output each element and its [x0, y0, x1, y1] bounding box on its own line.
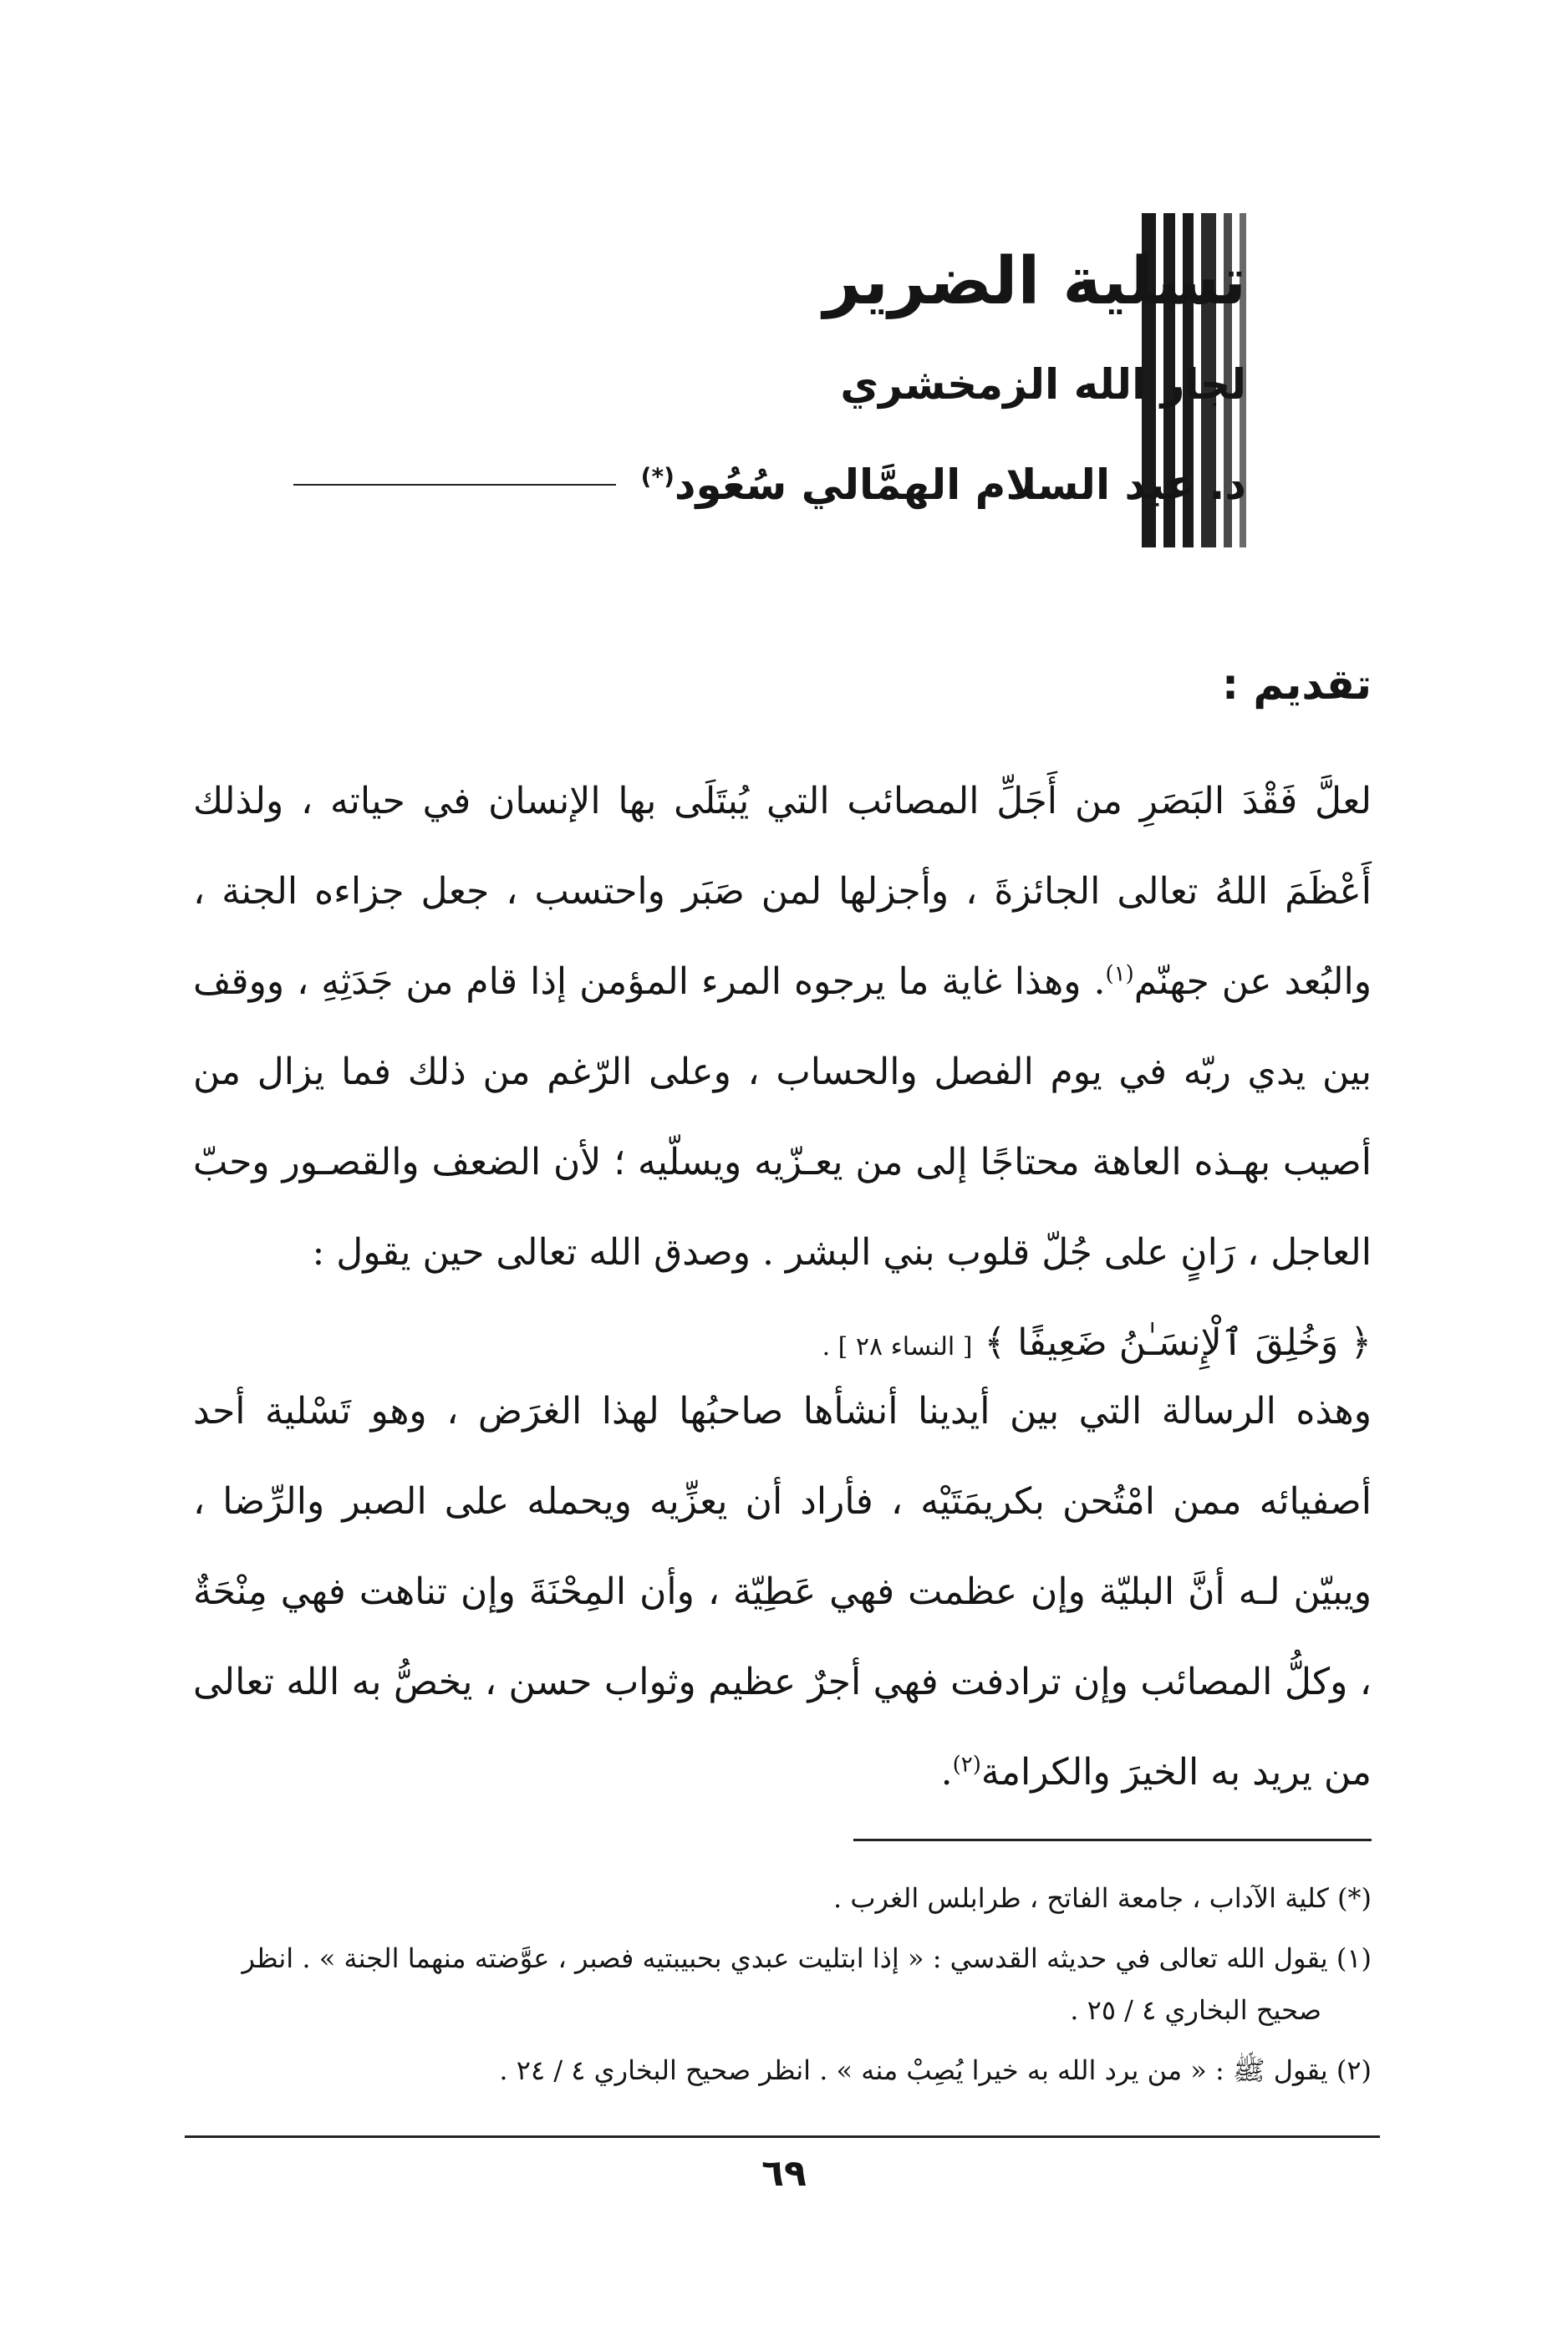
footnote-2: (٢) يقول ﷺ : « من يرد الله به خيرا يُصِبْ منه » . انظر صحيح البخاري ٤ / ٢٤ .: [499, 2054, 1372, 2086]
bottom-rule: [185, 2135, 1380, 2138]
paragraph-1: لعلَّ فَقْدَ البَصَرِ من أَجَلِّ المصائب التي يُبتَلَى بها الإنسان في حياته ، ولذلك أَعْظَمَ اللهُ تعالى الجائزةَ ، وأجزلها لمن صَبَر واحتسب ، جعل جزاءه الجنة ، والبُعد عن جهنّم$^{(١)}$. وهذا غاية ما يرجوه المرء المؤمن إذا قام من جَدَثِهِ ، ووقف بين يدي ربّه في يوم الفصل والحساب ، وعلى الرّغم من ذلك فما يزال من أصيب بهـذه العاهة محتاجًا إلى من يعـزّيه ويسلّيه ؛ لأن الضعف والقصـور وحبّ العاجل ، رَانٍ على جُلّ قلوب بني البشر . وصدق الله تعالى حين يقول : ﴿ وَخُلِقَ ٱلْإِنسَـٰنُ ضَعِيفًا ﴾ [ النساء ٢٨ ] .: [193, 780, 1372, 1364]
author-footnote-mark: (*): [640, 462, 675, 491]
page-number: ٦٩: [761, 2152, 807, 2195]
footnote-1: (١) يقول الله تعالى في حديثه القدسي : « إذا ابتليت عبدي بحبيبتيه فصبر ، عوَّضته منهما الجنة » . انظر صحيح البخاري ٤ / ٢٥ .: [242, 1942, 1372, 2026]
footnote-separator: [853, 1839, 1372, 1841]
article-title: تسلية الضرير: [822, 244, 1246, 319]
article-subtitle: لجار الله الزمخشري: [840, 360, 1246, 409]
section-heading: تقديم :: [1221, 660, 1372, 709]
quran-reference: [ النساء ٢٨ ] .: [822, 1332, 973, 1361]
footnote-ref-2[interactable]: (٢): [952, 1752, 981, 1778]
author-rule: [293, 484, 616, 486]
footnotes: [193, 1872, 1372, 2105]
footnote-star: (*) كلية الآداب ، جامعة الفاتح ، طرابلس الغرب .: [833, 1882, 1372, 1914]
author-line: [268, 451, 1246, 518]
footnote-ref-1[interactable]: (١): [1105, 961, 1134, 987]
paragraph-2: وهذه الرسالة التي بين أيدينا أنشأها صاحبُها لهذا الغرَض ، وهو تَسْلية أحد أصفيائه ممن امْتُحن بكريمَتَيْه ، فأراد أن يعزِّيه ويحمله على الصبر والرِّضا ، ويبيّن لـه أنَّ البليّة وإن عظمت فهي عَطِيّة ، وأن المِحْنَةَ وإن تناهت فهي مِنْحَةٌ ، وكلُّ المصائب وإن ترادفت فهي أجرٌ عظيم وثواب حسن ، يخصُّ به الله تعالى من يريد به الخيرَ والكرامة$^{(٢)}$.: [193, 1390, 1372, 1794]
author-name: د. عبد السلام الهمَّالي سُعُود(*): [640, 461, 1246, 509]
quran-verse: ﴿ وَخُلِقَ ٱلْإِنسَـٰنُ ضَعِيفًا ﴾: [984, 1321, 1372, 1364]
